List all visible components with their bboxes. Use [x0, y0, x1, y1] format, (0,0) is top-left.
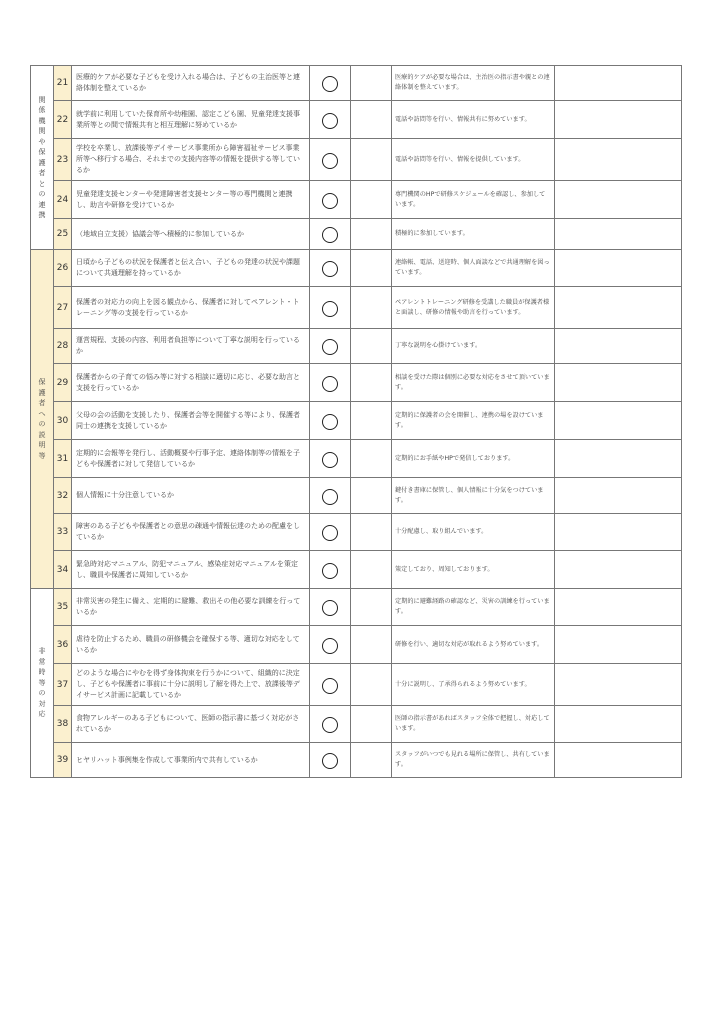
- yes-cell: [310, 589, 351, 626]
- category-cell: [31, 250, 54, 589]
- question-text: 医療的ケアが必要な子どもを受け入れる場合は、子どもの主治医等と連絡体制を整えているか: [72, 66, 310, 101]
- improvement-cell: [555, 402, 682, 440]
- no-cell: [351, 626, 392, 664]
- table-row: [31, 139, 682, 181]
- table-row: [31, 101, 682, 139]
- table-row: [31, 478, 682, 514]
- improvement-cell: [555, 181, 682, 219]
- yes-cell: [310, 66, 351, 101]
- question-text: 学校を卒業し、放課後等デイサービス事業所から障害福祉サービス事業所等へ移行する場合、それまでの支援内容等の情報を提供する等しているか: [72, 139, 310, 181]
- improvement-cell: [555, 219, 682, 250]
- no-cell: [351, 101, 392, 139]
- yes-cell: [310, 402, 351, 440]
- item-number: 39: [54, 743, 72, 778]
- table-row: [31, 181, 682, 219]
- item-number: 32: [54, 478, 72, 514]
- question-text: 非常災害の発生に備え、定期的に避難、救出その他必要な訓練を行っているか: [72, 589, 310, 626]
- table-row: [31, 551, 682, 589]
- question-text: どのような場合にやむを得ず身体拘束を行うかについて、組織的に決定し、子どもや保護者に事前に十分に説明し了解を得た上で、放課後等デイサービス計画に記載しているか: [72, 664, 310, 706]
- table-row: [31, 250, 682, 287]
- comment-text: 定期的に保護者の会を開催し、連携の場を設けています。: [392, 402, 555, 440]
- improvement-cell: [555, 364, 682, 402]
- comment-text: 連絡帳、電話、送迎時、個人面談などで共通理解を図っています。: [392, 250, 555, 287]
- improvement-cell: [555, 589, 682, 626]
- circle-mark-icon: [322, 113, 338, 129]
- no-cell: [351, 329, 392, 364]
- item-number: 35: [54, 589, 72, 626]
- improvement-cell: [555, 706, 682, 743]
- yes-cell: [310, 478, 351, 514]
- item-number: 22: [54, 101, 72, 139]
- comment-text: 十分に説明し、了承得られるよう努めています。: [392, 664, 555, 706]
- circle-mark-icon: [322, 414, 338, 430]
- no-cell: [351, 139, 392, 181]
- improvement-cell: [555, 139, 682, 181]
- item-number: 33: [54, 514, 72, 551]
- question-text: ヒヤリハット事例集を作成して事業所内で共有しているか: [72, 743, 310, 778]
- no-cell: [351, 402, 392, 440]
- evaluation-table: [30, 65, 682, 778]
- table-row: [31, 626, 682, 664]
- no-cell: [351, 219, 392, 250]
- no-cell: [351, 287, 392, 329]
- yes-cell: [310, 101, 351, 139]
- item-number: 36: [54, 626, 72, 664]
- table-row: [31, 219, 682, 250]
- item-number: 24: [54, 181, 72, 219]
- comment-text: 医療的ケアが必要な場合は、主治医の指示書や親との連絡体制を整えています。: [392, 66, 555, 101]
- comment-text: 鍵付き書庫に保管し、個人情報に十分気をつけています。: [392, 478, 555, 514]
- question-text: 児童発達支援センターや発達障害者支援センター等の専門機関と連携し、助言や研修を受けているか: [72, 181, 310, 219]
- table-row: [31, 287, 682, 329]
- circle-mark-icon: [322, 600, 338, 616]
- comment-text: 定期的に避難経路の確認など、災害の訓練を行っています。: [392, 589, 555, 626]
- no-cell: [351, 514, 392, 551]
- item-number: 31: [54, 440, 72, 478]
- yes-cell: [310, 551, 351, 589]
- improvement-cell: [555, 329, 682, 364]
- item-number: 34: [54, 551, 72, 589]
- circle-mark-icon: [322, 525, 338, 541]
- table-row: [31, 66, 682, 101]
- comment-text: ペアレントトレーニング研修を受講した職員が保護者様と面談し、研修の情報や助言を行っています。: [392, 287, 555, 329]
- category-cell: [31, 589, 54, 778]
- item-number: 28: [54, 329, 72, 364]
- category-label: 非常時等の対応: [38, 647, 46, 719]
- question-text: 個人情報に十分注意しているか: [72, 478, 310, 514]
- circle-mark-icon: [322, 227, 338, 243]
- circle-mark-icon: [322, 678, 338, 694]
- circle-mark-icon: [322, 153, 338, 169]
- circle-mark-icon: [322, 753, 338, 769]
- yes-cell: [310, 287, 351, 329]
- circle-mark-icon: [322, 452, 338, 468]
- improvement-cell: [555, 101, 682, 139]
- no-cell: [351, 250, 392, 287]
- circle-mark-icon: [322, 261, 338, 277]
- comment-text: 医師の指示書があればスタッフ全体で把握し、対応しています。: [392, 706, 555, 743]
- improvement-cell: [555, 664, 682, 706]
- circle-mark-icon: [322, 563, 338, 579]
- question-text: 日頃から子どもの状況を保護者と伝え合い、子どもの発達の状況や課題について共通理解を持っているか: [72, 250, 310, 287]
- yes-cell: [310, 219, 351, 250]
- yes-cell: [310, 364, 351, 402]
- table-row: [31, 664, 682, 706]
- no-cell: [351, 478, 392, 514]
- no-cell: [351, 551, 392, 589]
- category-label: 関係機関や保護者との連携: [38, 95, 46, 219]
- circle-mark-icon: [322, 76, 338, 92]
- improvement-cell: [555, 514, 682, 551]
- question-text: 父母の会の活動を支援したり、保護者会等を開催する等により、保護者同士の連携を支援しているか: [72, 402, 310, 440]
- item-number: 37: [54, 664, 72, 706]
- no-cell: [351, 181, 392, 219]
- improvement-cell: [555, 743, 682, 778]
- table-row: [31, 402, 682, 440]
- category-label: 保護者への説明等: [38, 378, 46, 460]
- question-text: 虐待を防止するため、職員の研修機会を確保する等、適切な対応をしているか: [72, 626, 310, 664]
- item-number: 27: [54, 287, 72, 329]
- no-cell: [351, 440, 392, 478]
- comment-text: 専門機関のHPで研修スケジュールを確認し、参加しています。: [392, 181, 555, 219]
- question-text: 保護者の対応力の向上を図る観点から、保護者に対してペアレント・トレーニング等の支援を行っているか: [72, 287, 310, 329]
- table-row: [31, 440, 682, 478]
- item-number: 29: [54, 364, 72, 402]
- comment-text: 策定しており、周知しております。: [392, 551, 555, 589]
- improvement-cell: [555, 287, 682, 329]
- item-number: 38: [54, 706, 72, 743]
- question-text: 障害のある子どもや保護者との意思の疎通や情報伝達のための配慮をしているか: [72, 514, 310, 551]
- comment-text: 電話や訪問等を行い、情報を提供しています。: [392, 139, 555, 181]
- item-number: 23: [54, 139, 72, 181]
- improvement-cell: [555, 250, 682, 287]
- item-number: 25: [54, 219, 72, 250]
- yes-cell: [310, 440, 351, 478]
- yes-cell: [310, 139, 351, 181]
- comment-text: 研修を行い、適切な対応が取れるよう努めています。: [392, 626, 555, 664]
- yes-cell: [310, 706, 351, 743]
- circle-mark-icon: [322, 489, 338, 505]
- circle-mark-icon: [322, 638, 338, 654]
- comment-text: 定期的にお手紙やHPで発信しております。: [392, 440, 555, 478]
- yes-cell: [310, 626, 351, 664]
- table-row: [31, 706, 682, 743]
- comment-text: 電話や訪問等を行い、情報共有に努めています。: [392, 101, 555, 139]
- question-text: 食物アレルギーのある子どもについて、医師の指示書に基づく対応がされているか: [72, 706, 310, 743]
- circle-mark-icon: [322, 193, 338, 209]
- no-cell: [351, 743, 392, 778]
- comment-text: 丁寧な説明を心掛けています。: [392, 329, 555, 364]
- circle-mark-icon: [322, 376, 338, 392]
- improvement-cell: [555, 478, 682, 514]
- question-text: 保護者からの子育ての悩み等に対する相談に適切に応じ、必要な助言と支援を行っているか: [72, 364, 310, 402]
- question-text: （地域自立支援）協議会等へ積極的に参加しているか: [72, 219, 310, 250]
- table-row: [31, 514, 682, 551]
- question-text: 緊急時対応マニュアル、防犯マニュアル、感染症対応マニュアルを策定し、職員や保護者に周知しているか: [72, 551, 310, 589]
- circle-mark-icon: [322, 717, 338, 733]
- comment-text: 積極的に参加しています。: [392, 219, 555, 250]
- table-row: [31, 743, 682, 778]
- item-number: 30: [54, 402, 72, 440]
- question-text: 運営規程、支援の内容、利用者負担等について丁寧な説明を行っているか: [72, 329, 310, 364]
- improvement-cell: [555, 551, 682, 589]
- yes-cell: [310, 743, 351, 778]
- table-row: [31, 329, 682, 364]
- question-text: 定期的に会報等を発行し、活動概要や行事予定、連絡体制等の情報を子どもや保護者に対して発信しているか: [72, 440, 310, 478]
- no-cell: [351, 589, 392, 626]
- yes-cell: [310, 181, 351, 219]
- yes-cell: [310, 664, 351, 706]
- yes-cell: [310, 329, 351, 364]
- category-cell: [31, 66, 54, 250]
- circle-mark-icon: [322, 339, 338, 355]
- circle-mark-icon: [322, 301, 338, 317]
- yes-cell: [310, 250, 351, 287]
- question-text: 就学前に利用していた保育所や幼稚園、認定こども園、児童発達支援事業所等との間で情報共有と相互理解に努めているか: [72, 101, 310, 139]
- table-row: [31, 364, 682, 402]
- comment-text: 十分配慮し、取り組んでいます。: [392, 514, 555, 551]
- item-number: 26: [54, 250, 72, 287]
- table-row: [31, 589, 682, 626]
- improvement-cell: [555, 440, 682, 478]
- no-cell: [351, 364, 392, 402]
- comment-text: スタッフがいつでも見れる場所に保管し、共有しています。: [392, 743, 555, 778]
- item-number: 21: [54, 66, 72, 101]
- yes-cell: [310, 514, 351, 551]
- improvement-cell: [555, 626, 682, 664]
- no-cell: [351, 706, 392, 743]
- no-cell: [351, 664, 392, 706]
- comment-text: 相談を受けた際は個別に必要な対応をさせて頂いています。: [392, 364, 555, 402]
- no-cell: [351, 66, 392, 101]
- improvement-cell: [555, 66, 682, 101]
